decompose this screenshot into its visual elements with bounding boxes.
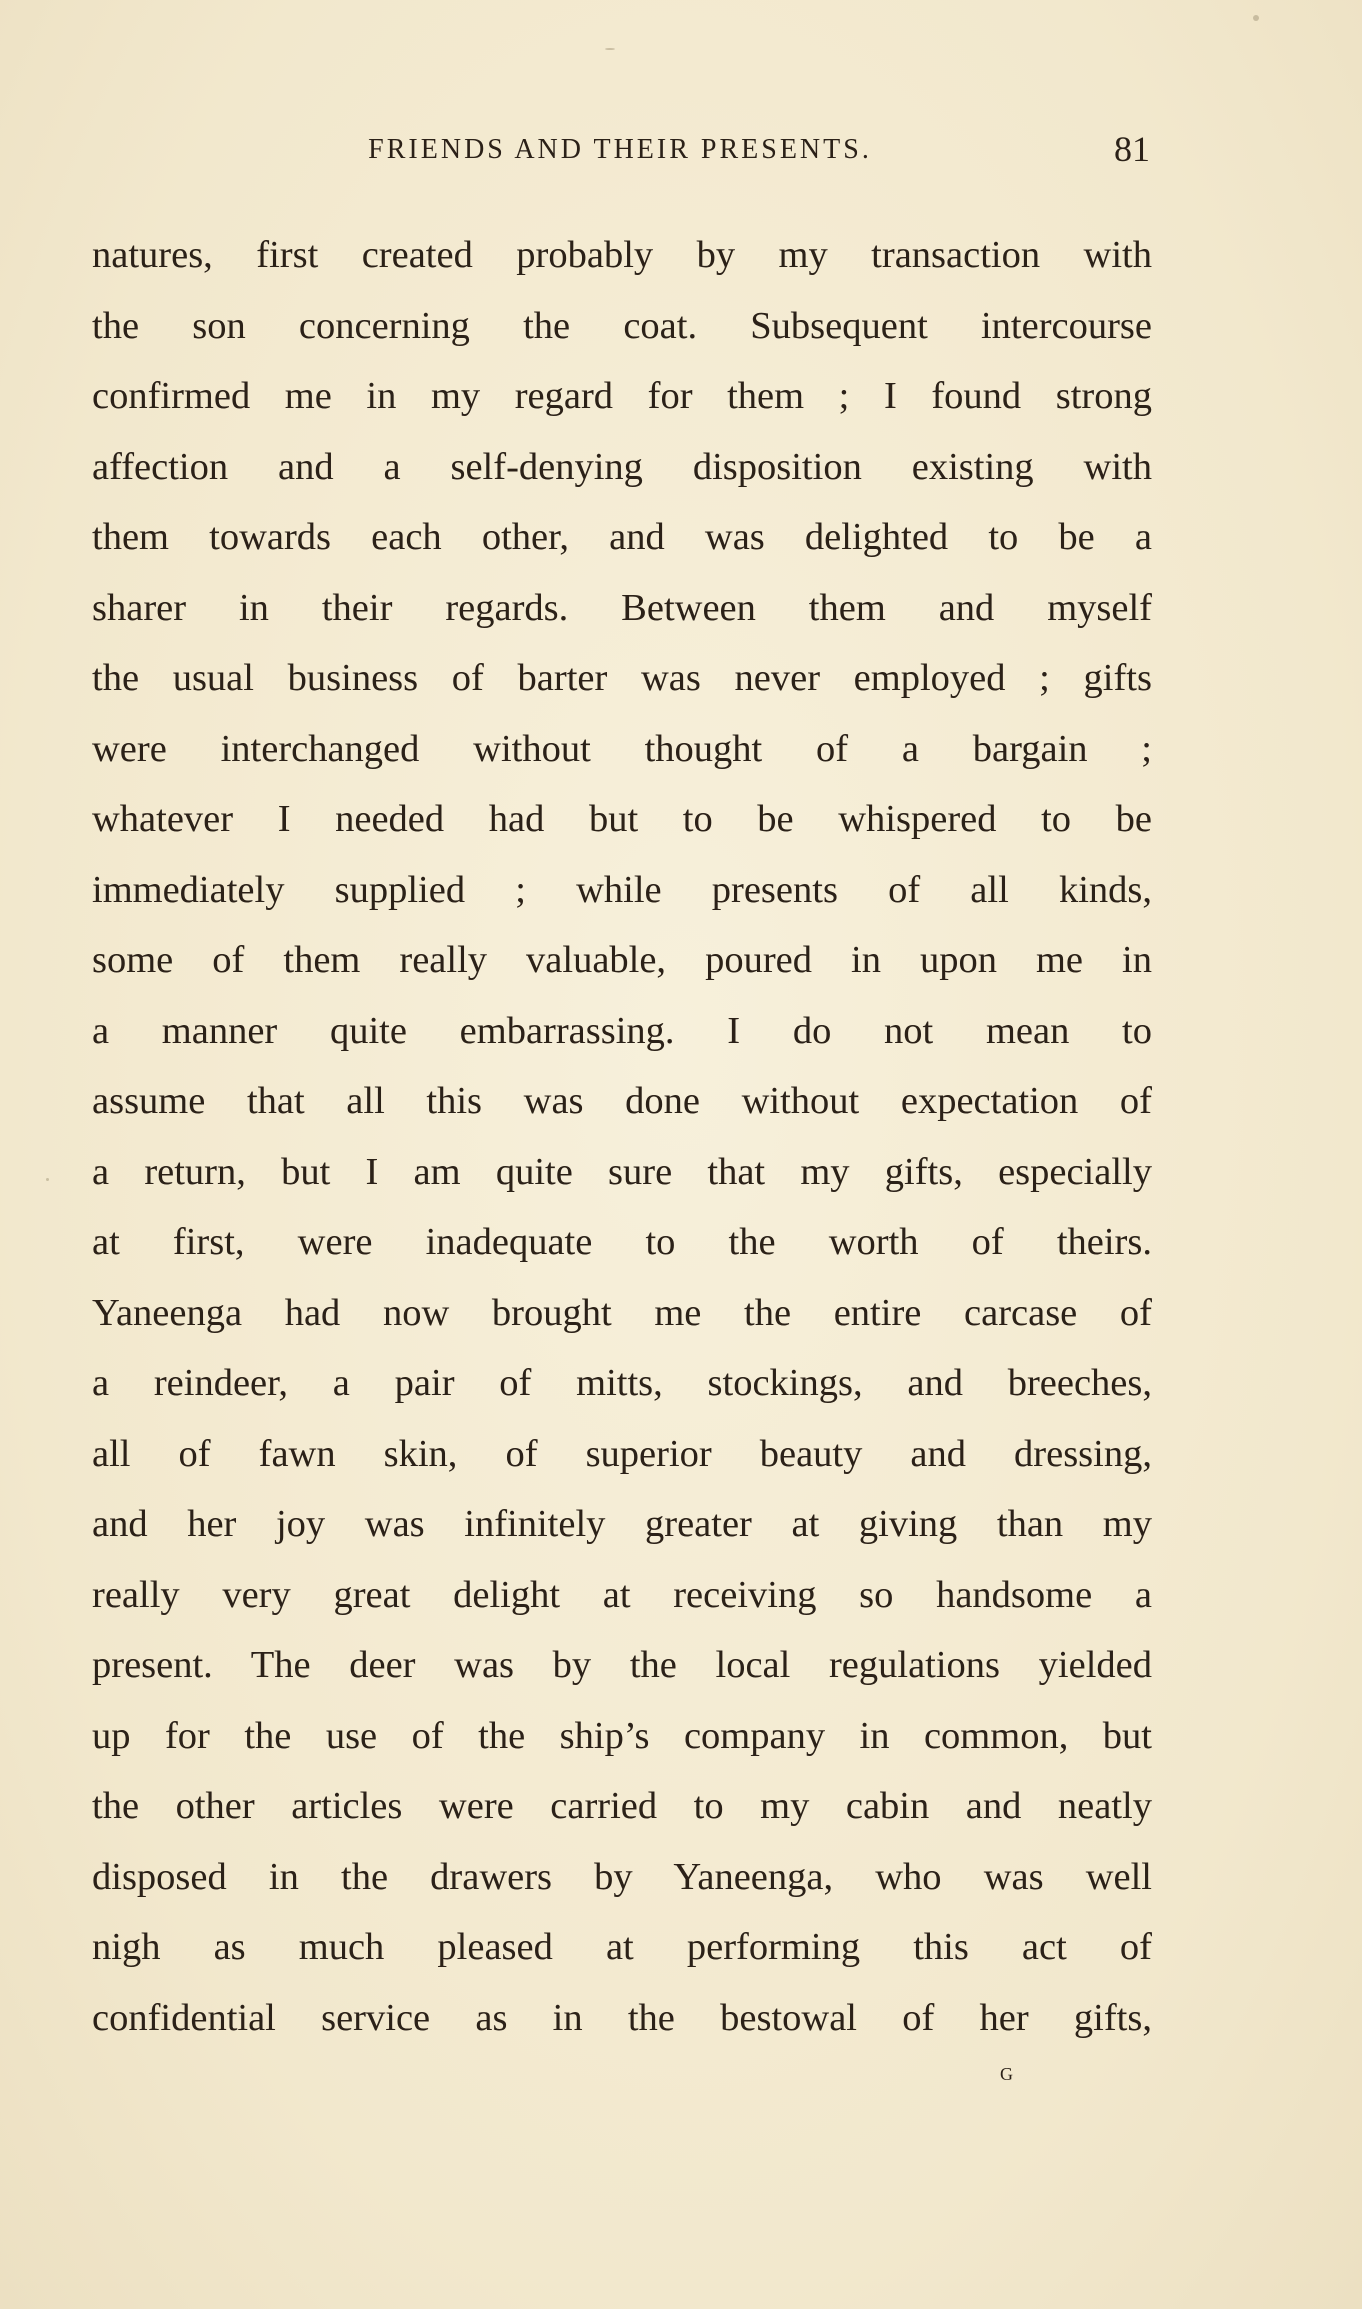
body-text bbox=[92, 220, 1152, 2053]
text-line: confirmed me in my regard for them ; I found strong bbox=[92, 375, 1152, 417]
text-line: a reindeer, a pair of mitts, stockings, and breeches, bbox=[92, 1362, 1152, 1404]
text-line: really very great delight at receiving so handsome a bbox=[92, 1573, 1152, 1616]
text-line: natures, first created probably by my transaction with bbox=[92, 234, 1152, 276]
text-line: a return, but I am quite sure that my gifts, especially bbox=[92, 1150, 1152, 1193]
running-title: FRIENDS AND THEIR PRESENTS. bbox=[368, 134, 872, 165]
text-line: nigh as much pleased at performing this act of bbox=[92, 1926, 1152, 1968]
running-head bbox=[90, 128, 1150, 168]
text-line: assume that all this was done without expectation of bbox=[92, 1080, 1152, 1122]
paper-speck bbox=[46, 1178, 49, 1181]
text-line: and her joy was infinitely greater at giving than my bbox=[92, 1503, 1152, 1545]
text-line: sharer in their regards. Between them and myself bbox=[92, 586, 1152, 629]
text-line: whatever I needed had but to be whispered to be bbox=[92, 798, 1152, 840]
text-line: a manner quite embarrassing. I do not mean to bbox=[92, 1009, 1152, 1052]
text-line: confidential service as in the bestowal of her gifts, bbox=[92, 1996, 1152, 2039]
page-number: 81 bbox=[1114, 129, 1150, 169]
text-line: present. The deer was by the local regulations yielded bbox=[92, 1644, 1152, 1686]
text-line: disposed in the drawers by Yaneenga, who was well bbox=[92, 1855, 1152, 1898]
text-line: immediately supplied ; while presents of all kinds, bbox=[92, 868, 1152, 911]
text-line: the son concerning the coat. Subsequent intercourse bbox=[92, 304, 1152, 347]
paper-speck bbox=[1253, 15, 1259, 21]
text-line: them towards each other, and was delighted to be a bbox=[92, 516, 1152, 558]
text-line: up for the use of the ship’s company in common, but bbox=[92, 1714, 1152, 1757]
text-line: affection and a self-denying disposition existing with bbox=[92, 445, 1152, 488]
paper-speck bbox=[605, 48, 615, 50]
text-line: the other articles were carried to my cabin and neatly bbox=[92, 1785, 1152, 1827]
text-line: were interchanged without thought of a bargain ; bbox=[92, 727, 1152, 770]
text-line: all of fawn skin, of superior beauty and dressing, bbox=[92, 1432, 1152, 1475]
text-line: at first, were inadequate to the worth of theirs. bbox=[92, 1221, 1152, 1263]
text-line: the usual business of barter was never employed ; gifts bbox=[92, 657, 1152, 699]
signature-mark: G bbox=[1000, 2064, 1014, 2084]
text-line: Yaneenga had now brought me the entire carcase of bbox=[92, 1291, 1152, 1334]
text-line: some of them really valuable, poured in upon me in bbox=[92, 939, 1152, 981]
